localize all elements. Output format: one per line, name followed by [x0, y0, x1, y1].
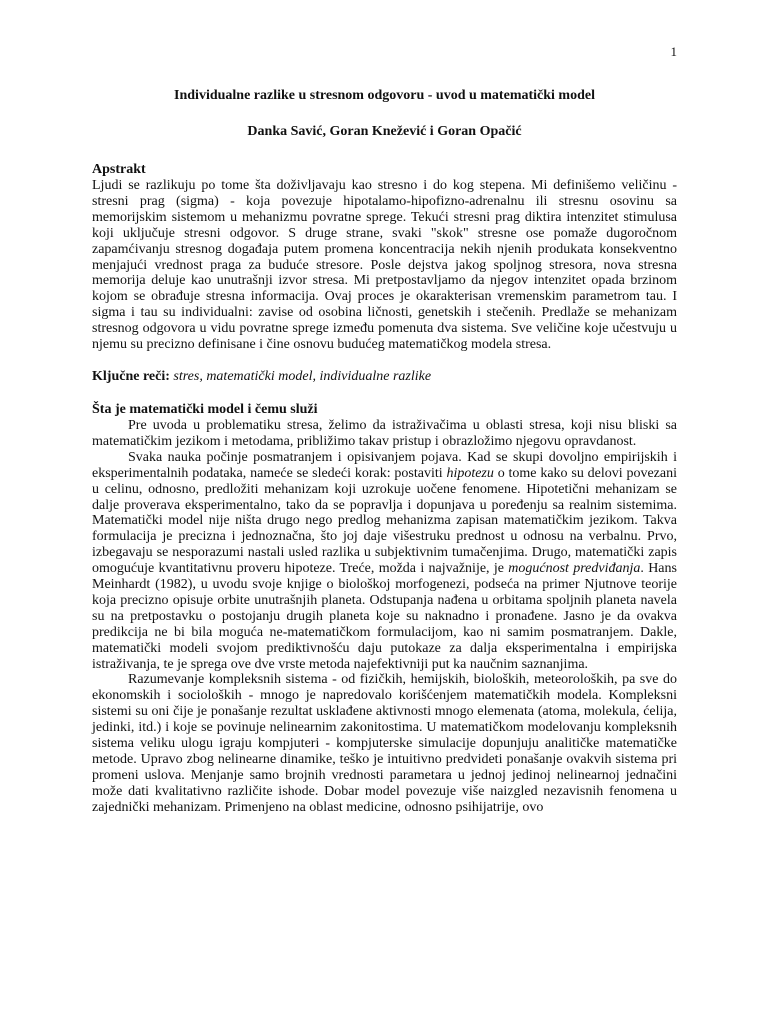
keywords-text: stres, matematički model, individualne razlike: [169, 368, 432, 384]
abstract-heading: Apstrakt: [92, 162, 146, 177]
abstract-text: Ljudi se razlikuju po tome šta doživljavaju kao stresno i do kog stepena. Mi definišemo veličinu - stresni prag (sigma) - koja povezuje hipotalamo-hipofizno-adrenalnu ili stresnu osovinu sa memorijskim sistemom u mehanizmu povratne sprege. Tekući stresni prag diktira intenzitet stimulusa koji uključuje stresni odgovor. S druge strane, svaki "skok" stresne ose pomaže dugoročnom zapamćivanju stresnog događaja putem promena koncentracija nekih njenih produkata konsekventno menjajući vrednost praga za buduće stresore. Posle dejstva jakog spoljnog stresora, nova stresna memorija deluje kao unutrašnji izvor stresa. Mi pretpostavljamo da njegov intenzitet opada brzinom kojom se obrađuje stresna informacija. Ovaj proces je okarakterisan vremenskim parametrom tau. I sigma i tau su individualni: zavise od osobina ličnosti, genetskih i stečenih. Predlaže se mehanizam stresnog odgovora u vidu povratne sprege između pomenuta dva sistema. Sve veličine koje učestvuju u njemu su precizno definisane i čine osnovu budućeg matematičkog modela stresa.: [92, 178, 677, 353]
document-authors: Danka Savić, Goran Knežević i Goran Opačić: [247, 124, 522, 139]
document-body: [92, 88, 677, 816]
paragraph-text: o tome kako su delovi povezani u celinu, odnosno, predložiti mehanizam koji uzrokuje uočene fenomene. Hipotetični mehanizam se dalje proverava eksperimentalno, tako da se popravlja i dopunjava u poređenju sa realnim sistemima. Matematički model nije ništa drugo nego predlog mehanizma zapisan matematičkim jezikom. Takva formulacija je precizna i jednoznačna, što joj daje višestruku prednost u odnosu na verbalnu. Prvo, izbegavaju se nesporazumi nastali usled razlika u subjektivnim tumačenjima. Drugo, matematički zapis omogućuje kvantitativnu proveru hipoteze. Treće, možda i najvažnije, je: [92, 465, 677, 577]
paragraph: Razumevanje kompleksnih sistema - od fizičkih, hemijskih, bioloških, meteoroloških, pa sve do ekonomskih i socioloških - mnogo je napredovalo korišćenjem matematičkih modela. Kompleksni sistemi su oni čije je ponašanje rezultat usklađene aktivnosti mnogo elemenata (atoma, molekula, ćelija, jedinki, itd.) i koje se povinuje nelinearnim zakonitostima. U matematičkom modelovanju kompleksnih sistema veliku ulogu igraju kompjuteri - kompjuterske simulacije dopunjuju analitičke matematičke metode. Upravo zbog nelinearne dinamike, teško je intuitivno predvideti ponašanje ovakvih sistema pri promeni uslova. Menjanje samo brojnih vrednosti parametara u jednoj jedinoj nelinearnoj jednačini može dati kvalitativno različite ishode. Dobar model povezuje više naizgled nezavisnih fenomena u zajednički mehanizam. Primenjeno na oblast medicine, odnosno psihijatrije, ovo: [92, 672, 677, 815]
page-number: 1: [670, 44, 677, 59]
emphasis-text: hipotezu: [446, 465, 494, 481]
document-title: Individualne razlike u stresnom odgovoru - uvod u matematički model: [174, 88, 595, 103]
paragraph: [92, 450, 677, 673]
paragraph: Pre uvoda u problematiku stresa, želimo da istraživačima u oblasti stresa, koji nisu bliski sa matematičkim jezikom i metodama, približimo takav pristup i obrazložimo njegovu opravdanost.: [92, 417, 677, 449]
keywords: [92, 369, 677, 385]
paragraph-text: Svaka nauka počinje posmatranjem i opisivanjem pojava. Kad se skupi dovoljno empirijskih i eksperimentalnih podataka, nameće se sledeći korak: postaviti: [92, 449, 677, 481]
emphasis-text: mogućnost predviđanja: [508, 561, 641, 577]
paragraph-text: . Hans Meinhardt (1982), u uvodu svoje knjige o biološkoj morfogenezi, podseća na primer Njutnove teorije koja precizno opisuje orbite unutrašnjih planeta. Odstupanja nađena u orbitama spoljnih planeta navela su na pretpostavku o postojanju drugih planeta koje su naknadno i pronađene. Jasno je da ovakva predikcija ne bi bila moguća ne-matematičkom formulacijom, kao ni samim posmatranjem. Dakle, matematički modeli svojom prediktivnošću daju putokaze za dalja eksperimentalna i empirijska istraživanja, te je sprega ove dve vrste metoda najefektivniji put ka naučnim saznanjima.: [92, 561, 677, 672]
keywords-label: Ključne reči:: [92, 368, 170, 384]
section-heading: Šta je matematički model i čemu služi: [92, 401, 318, 417]
